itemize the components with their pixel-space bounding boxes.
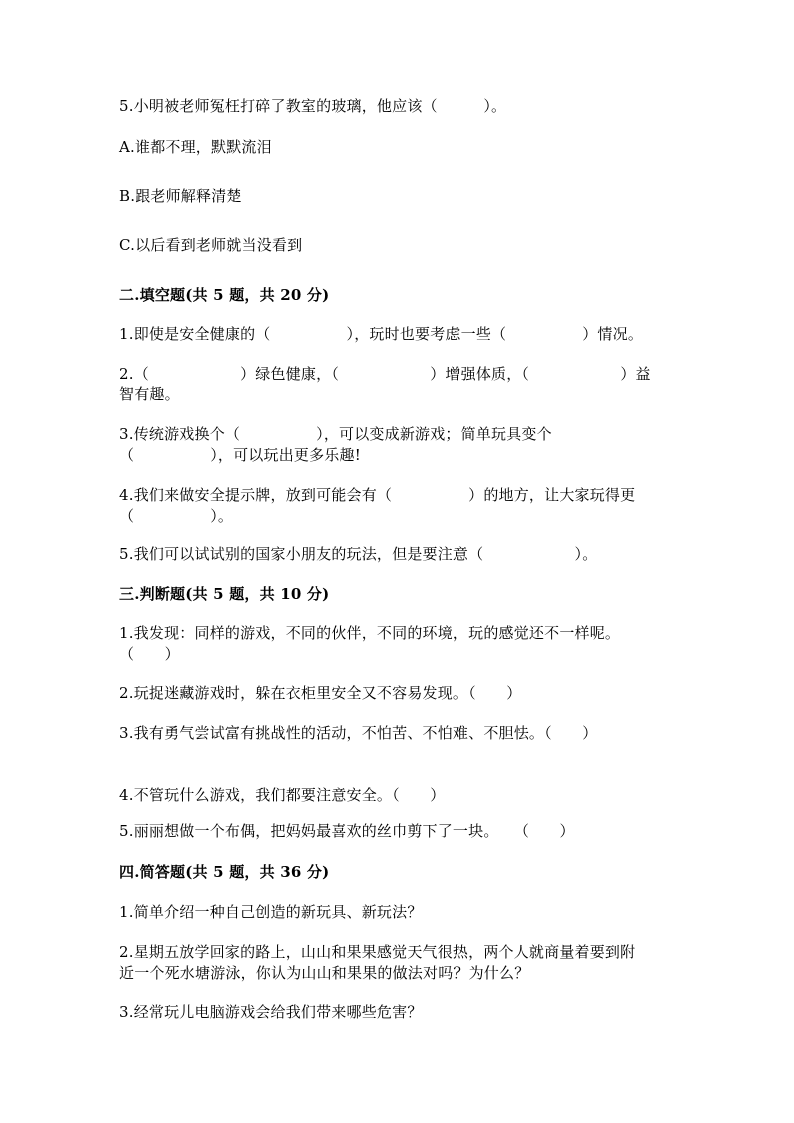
fill-in-question-3: 3.传统游戏换个（ ），可以变成新游戏；简单玩具变个	[119, 425, 552, 443]
fill-in-question-2: 2.（ ）绿色健康，（ ）增强体质，（ ）益	[119, 365, 651, 383]
fill-in-question-4-cont: （ ）。	[119, 507, 234, 525]
choice-option-a: A.谁都不理，默默流泪	[119, 138, 272, 156]
tf-question-4: 4.不管玩什么游戏，我们都要注意安全。（ ）	[119, 786, 446, 804]
section-heading-short-answer: 四.简答题(共 5 题，共 36 分)	[119, 863, 330, 881]
fill-in-question-1: 1.即使是安全健康的（ ），玩时也要考虑一些（ ）情况。	[119, 325, 644, 343]
choice-option-b: B.跟老师解释清楚	[119, 187, 242, 205]
tf-question-5: 5.丽丽想做一个布偶，把妈妈最喜欢的丝巾剪下了一块。 （ ）	[119, 822, 575, 840]
fill-in-question-2-cont: 智有趣。	[119, 385, 180, 403]
tf-question-1: 1.我发现：同样的游戏，不同的伙伴，不同的环境，玩的感觉还不一样呢。	[119, 624, 621, 642]
section-heading-true-false: 三.判断题(共 5 题，共 10 分)	[119, 585, 330, 603]
tf-question-2: 2.玩捉迷藏游戏时，躲在衣柜里安全又不容易发现。（ ）	[119, 684, 522, 702]
fill-in-question-4: 4.我们来做安全提示牌，放到可能会有（ ）的地方，让大家玩得更	[119, 486, 636, 504]
tf-question-1-cont: （ ）	[119, 645, 180, 663]
choice-question-5: 5.小明被老师冤枉打碎了教室的玻璃，他应该（ ）。	[119, 97, 507, 115]
short-answer-question-3: 3.经常玩儿电脑游戏会给我们带来哪些危害？	[119, 1003, 423, 1021]
fill-in-question-5: 5.我们可以试试别的国家小朋友的玩法，但是要注意（ ）。	[119, 545, 598, 563]
short-answer-question-2: 2.星期五放学回家的路上，山山和果果感觉天气很热，两个人就商量着要到附	[119, 943, 636, 961]
fill-in-question-3-cont: （ ），可以玩出更多乐趣!	[119, 446, 361, 464]
short-answer-question-2-cont: 近一个死水塘游泳，你认为山山和果果的做法对吗？为什么？	[119, 964, 530, 982]
section-heading-fill-in: 二.填空题(共 5 题，共 20 分)	[119, 286, 330, 304]
short-answer-question-1: 1.简单介绍一种自己创造的新玩具、新玩法？	[119, 903, 423, 921]
choice-option-c: C.以后看到老师就当没看到	[119, 236, 303, 254]
tf-question-3: 3.我有勇气尝试富有挑战性的活动，不怕苦、不怕难、不胆怯。（ ）	[119, 724, 598, 742]
